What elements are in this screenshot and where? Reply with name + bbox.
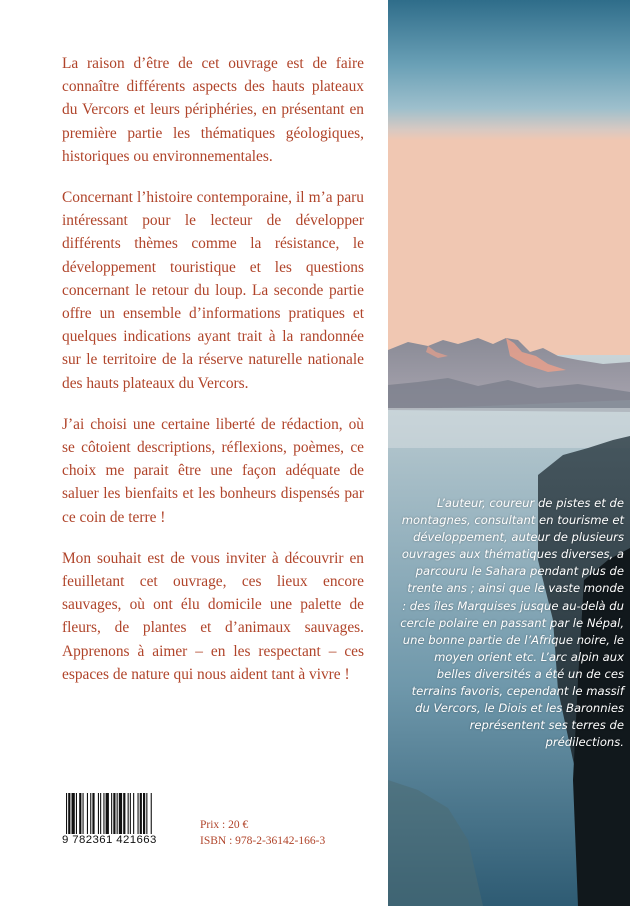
barcode-bar [143, 793, 145, 839]
barcode-bar [98, 793, 99, 839]
barcode-bar [119, 793, 122, 839]
barcode-bar [76, 793, 77, 839]
barcode-bar [133, 793, 134, 839]
barcode-bar [90, 793, 91, 839]
barcode-bar [87, 793, 88, 839]
isbn-label: ISBN : 978-2-36142-166-3 [200, 835, 326, 847]
mountain-photo [388, 0, 630, 906]
paragraph-2: Concernant l’histoire contemporaine, il m’a paru intéressant pour le lecteur de développer différents thèmes comme la résistance, le développement touristique et les questions concernant le retour du loup. La seconde partie offre un ensemble d’informations pratiques et quelques indications ayant trait à la randonnée sur le territoire de la réserve naturelle nationale des hauts plateaux du Vercors. [62, 189, 364, 392]
barcode-bar [103, 793, 104, 839]
barcode-bar [113, 793, 115, 839]
paragraph-4: Mon souhait est de vous inviter à découvrir en feuilletant cet ouvrage, ces lieux encore sauvages, où ont élu domicile une palette de fleurs, de plantes et d’animaux sauvages. Apprenons à aimer – en les respectant – ces espaces de nature qui nous aident tant à vivre ! [62, 549, 364, 683]
barcode-bar [83, 793, 84, 839]
barcode-bar [138, 793, 139, 839]
barcode-bar [128, 793, 129, 839]
price-label: Prix : 20 € [200, 819, 249, 831]
barcode-bar [100, 793, 101, 839]
barcode-bar [106, 793, 109, 839]
paragraph-3: J’ai choisi une certaine liberté de rédaction, où se côtoient descriptions, réflexions, poèmes, ce choix me parait être une façon adéquate de saluer les bienfaits et les bonheurs dispensés par ce coin de terre ! [62, 415, 364, 526]
mountain-landscape-image [388, 0, 630, 906]
author-bio: L’auteur, coureur de pistes et de montagnes, consultant en tourisme et développement, auteur de plusieurs ouvrages aux thématiques diverses, a parcouru le Sahara pendant plus de trente ans ; ainsi que le vaste monde : des îles Marquises jusque au-delà du cercle polaire en passant par le Népal, une bonne partie de l’Afrique noire, le moyen orient etc. L’arc alpin aux belles diversités a été un de ces terrains favoris, cependant le massif du Vercors, le Diois et les Baronnies représentent ses terres de prédilections. [400, 496, 624, 750]
barcode-bar [140, 793, 142, 839]
barcode-bar [130, 793, 131, 839]
barcode-digits: 9 782361 421663 [62, 834, 194, 846]
barcode-bar [123, 793, 125, 839]
barcode-bar [117, 793, 118, 839]
barcode-bar [79, 793, 81, 839]
description-text [62, 52, 364, 704]
barcode-bar [92, 793, 94, 839]
barcode-bar [146, 793, 147, 839]
barcode-bar [72, 793, 75, 839]
paragraph-1: La raison d’être de cet ouvrage est de faire connaître différents aspects des hauts plateaux du Vercors et leurs périphéries, en présentant en première partie les thématiques géologiques, historiques ou environnementales. [62, 55, 364, 165]
